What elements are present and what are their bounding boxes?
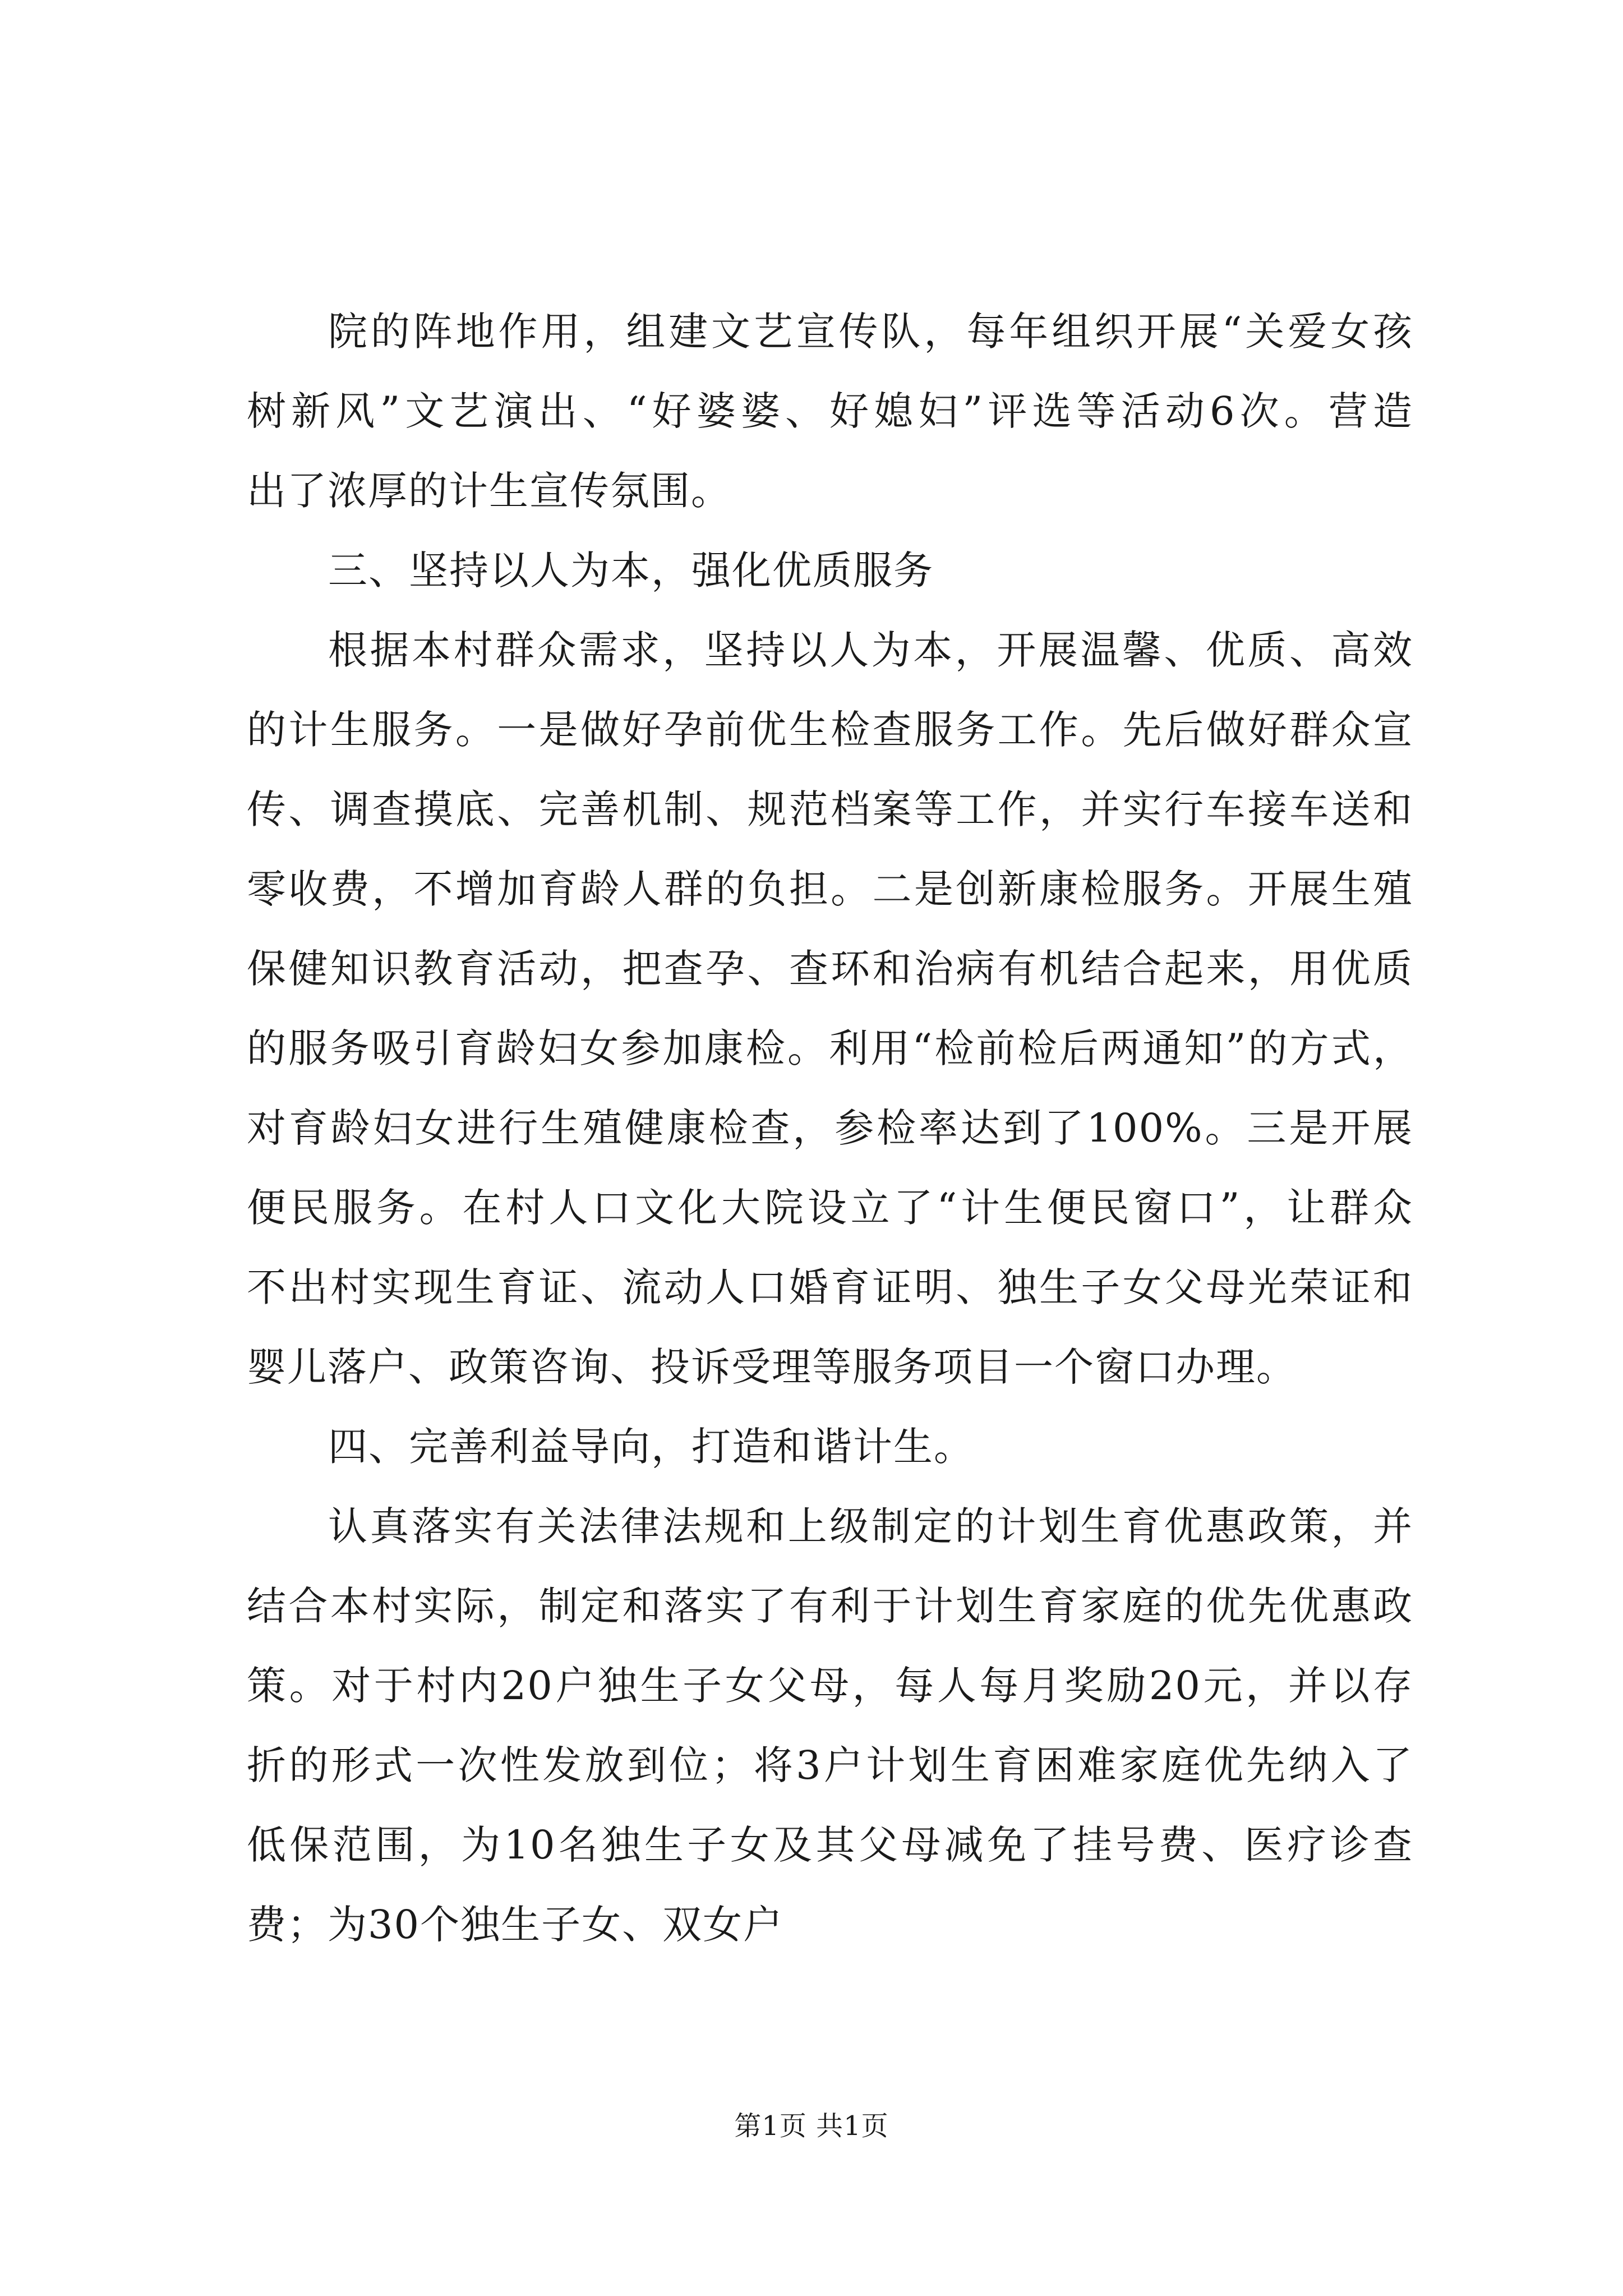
- text-line: 的计生服务。一是做好孕前优生检查服务工作。先后做好群众宣: [247, 707, 1413, 753]
- text-line: 院的阵地作用，组建文艺宣传队，每年组织开展“关爱女孩: [328, 309, 1413, 355]
- text-line: 认真落实有关法律法规和上级制定的计划生育优惠政策，并: [328, 1503, 1413, 1549]
- text-line: 树新风”文艺演出、“好婆婆、好媳妇”评选等活动6次。营造: [247, 388, 1413, 434]
- text-line: 费；为30个独生子女、双女户: [247, 1902, 784, 1948]
- text-line: 策。对于村内20户独生子女父母，每人每月奖励20元，并以存: [247, 1663, 1413, 1709]
- text-line: 不出村实现生育证、流动人口婚育证明、独生子女父母光荣证和: [247, 1264, 1413, 1310]
- text-line: 保健知识教育活动，把查孕、查环和治病有机结合起来，用优质: [247, 946, 1413, 992]
- text-line: 婴儿落户、政策咨询、投诉受理等服务项目一个窗口办理。: [247, 1344, 1297, 1390]
- section-heading: 四、完善利益导向，打造和谐计生。: [328, 1424, 974, 1470]
- text-line: 低保范围，为10名独生子女及其父母减免了挂号费、医疗诊查: [247, 1822, 1413, 1868]
- section-heading: 三、坚持以人为本，强化优质服务: [328, 547, 934, 593]
- page-number-footer: 第1页 共1页: [734, 2110, 889, 2142]
- text-line: 结合本村实际，制定和落实了有利于计划生育家庭的优先优惠政: [247, 1583, 1413, 1629]
- text-line: 便民服务。在村人口文化大院设立了“计生便民窗口”，让群众: [247, 1185, 1413, 1231]
- text-line: 出了浓厚的计生宣传氛围。: [247, 468, 731, 514]
- text-line: 对育龄妇女进行生殖健康检查，参检率达到了100%。三是开展: [247, 1105, 1413, 1151]
- document-body: [247, 292, 1413, 1964]
- text-line: 零收费，不增加育龄人群的负担。二是创新康检服务。开展生殖: [247, 866, 1413, 912]
- text-line: 传、调查摸底、完善机制、规范档案等工作，并实行车接车送和: [247, 786, 1413, 832]
- text-line: 的服务吸引育龄妇女参加康检。利用“检前检后两通知”的方式，: [247, 1025, 1413, 1071]
- text-line: 折的形式一次性发放到位；将3户计划生育困难家庭优先纳入了: [247, 1742, 1413, 1788]
- text-line: 根据本村群众需求，坚持以人为本，开展温馨、优质、高效: [328, 627, 1413, 673]
